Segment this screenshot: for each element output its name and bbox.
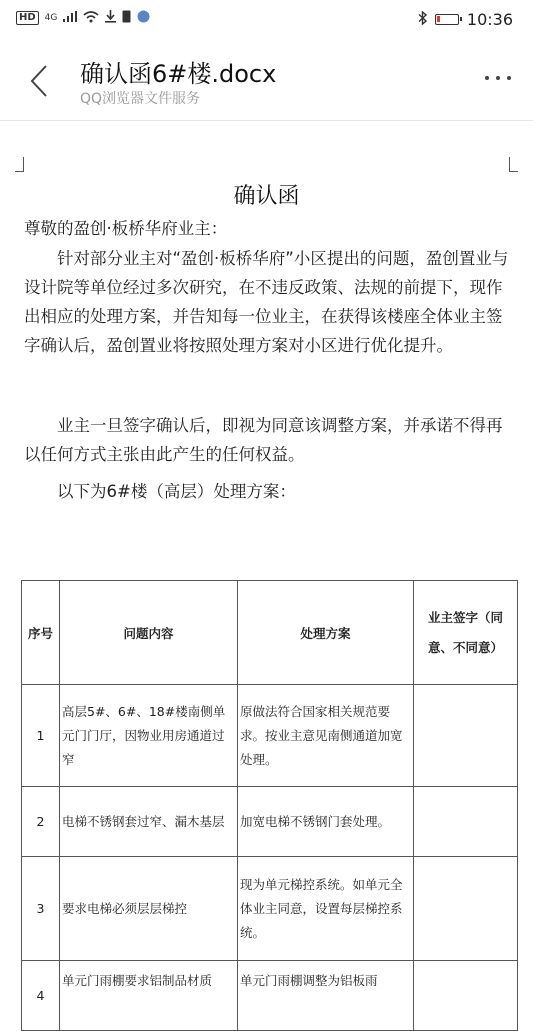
battery-icon xyxy=(435,14,459,25)
hd-indicator: HD xyxy=(16,11,39,25)
row-solution: 单元门雨棚调整为铝板雨 xyxy=(238,961,414,1031)
row-no: 3 xyxy=(22,857,60,961)
wifi-icon xyxy=(83,11,99,26)
row-sign xyxy=(414,685,518,787)
file-title: 确认函6#楼.docx xyxy=(80,60,277,88)
row-no: 4 xyxy=(22,961,60,1031)
more-icon[interactable] xyxy=(485,76,511,80)
file-source: QQ浏览器文件服务 xyxy=(80,91,201,107)
header-issue: 问题内容 xyxy=(60,581,238,685)
back-button[interactable] xyxy=(26,64,52,98)
table-row xyxy=(22,787,518,857)
table-header-row xyxy=(22,581,518,685)
row-no: 2 xyxy=(22,787,60,857)
bluetooth-icon xyxy=(418,10,427,29)
table-row xyxy=(22,961,518,1031)
status-bar xyxy=(0,0,533,40)
row-sign xyxy=(414,787,518,857)
row-issue: 单元门雨棚要求铝制品材质 xyxy=(60,961,238,1031)
page-margin-mark-right xyxy=(509,157,518,172)
signal-label: 4G xyxy=(44,13,58,23)
salutation: 尊敬的盈创·板桥华府业主： xyxy=(24,219,228,238)
download-icon xyxy=(105,10,116,26)
row-sign xyxy=(414,961,518,1031)
header-no: 序号 xyxy=(22,581,60,685)
chevron-left-icon xyxy=(26,64,52,98)
sim-icon xyxy=(122,10,131,26)
row-issue: 要求电梯必须层层梯控 xyxy=(60,857,238,961)
row-issue: 电梯不锈钢套过窄、漏木基层 xyxy=(60,787,238,857)
document-title: 确认函 xyxy=(233,184,300,209)
row-solution: 加宽电梯不锈钢门套处理。 xyxy=(238,787,414,857)
header-solution: 处理方案 xyxy=(238,581,414,685)
row-issue: 高层5#、6#、18#楼南侧单元门门厅，因物业用房通道过窄 xyxy=(60,685,238,787)
clock: 10:36 xyxy=(466,10,513,29)
row-solution: 现为单元梯控系统。如单元全体业主同意，设置每层梯控系统。 xyxy=(238,857,414,961)
header-sign: 业主签字（同意、不同意） xyxy=(414,581,518,685)
app-notification-icon xyxy=(137,10,150,26)
page-margin-mark-left xyxy=(15,157,24,172)
table-row xyxy=(22,857,518,961)
paragraph-2: 业主一旦签字确认后，即视为同意该调整方案，并承诺不得再以任何方式主张由此产生的任何权益。 xyxy=(24,416,503,464)
paragraph-3: 以下为6#楼（高层）处理方案： xyxy=(57,482,296,501)
row-sign xyxy=(414,857,518,961)
document-view[interactable] xyxy=(0,121,533,1003)
row-solution: 原做法符合国家相关规范要求。按业主意见南侧通道加宽处理。 xyxy=(238,685,414,787)
signal-icon xyxy=(63,11,77,25)
table-row xyxy=(22,685,518,787)
solution-table xyxy=(21,580,518,1031)
app-header xyxy=(0,40,533,121)
paragraph-1: 针对部分业主对“盈创·板桥华府”小区提出的问题，盈创置业与设计院等单位经过多次研究，在不违反政策、法规的前提下，现作出相应的处理方案，并告知每一位业主，在获得该楼座全体业主签字确认后，盈创置业将按照处理方案对小区进行优化提升。 xyxy=(24,249,509,355)
row-no: 1 xyxy=(22,685,60,787)
